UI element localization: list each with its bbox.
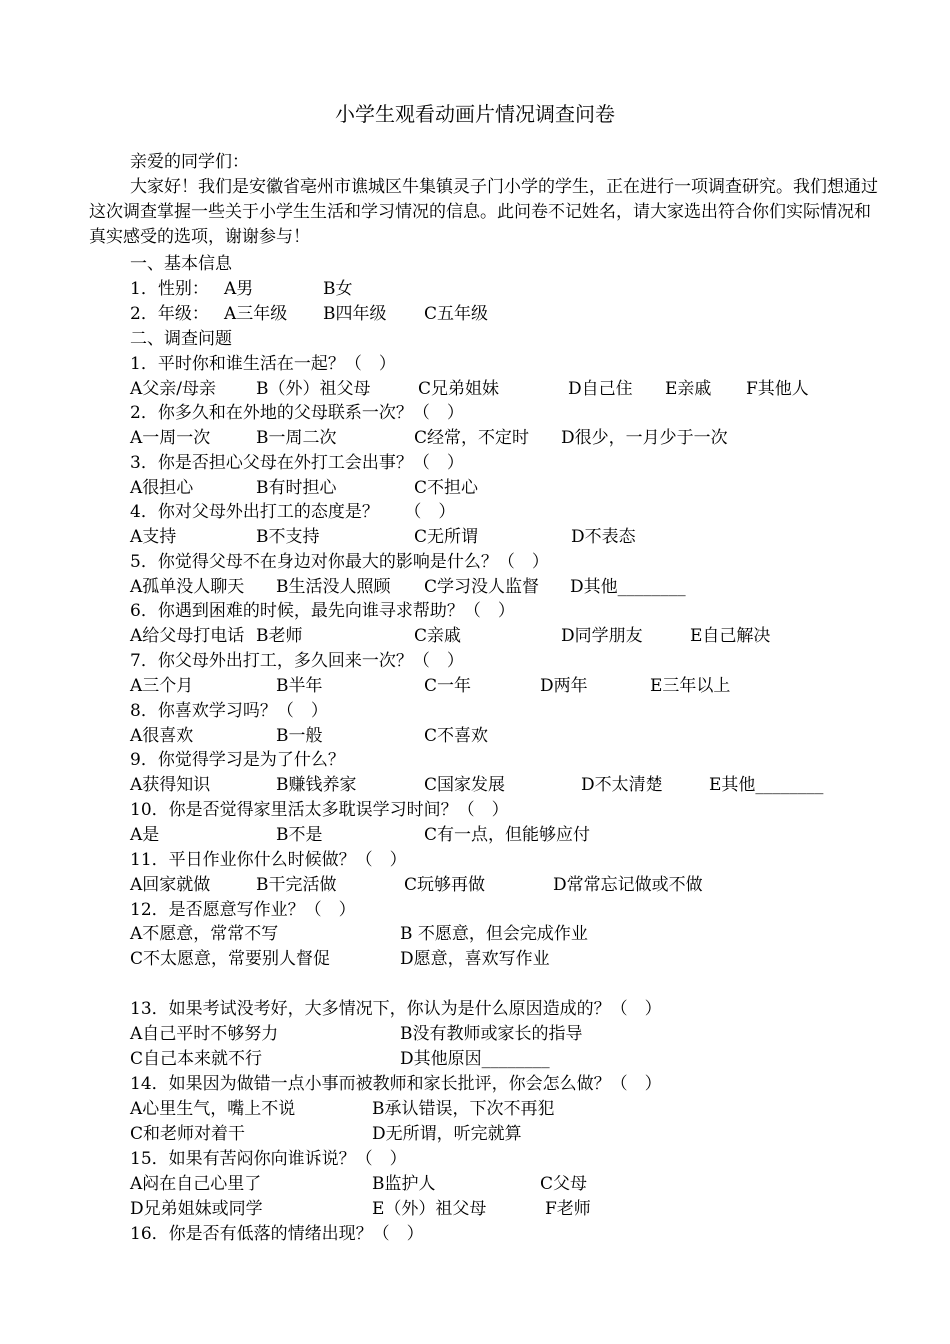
option-row bbox=[0, 773, 950, 797]
option-item[interactable]: A闷在自己心里了 bbox=[130, 1174, 262, 1194]
option-item[interactable]: B干完活做 bbox=[256, 875, 337, 895]
option-item[interactable]: B监护人 bbox=[372, 1174, 436, 1194]
page-title: 小学生观看动画片情况调查问卷 bbox=[335, 102, 615, 126]
option-item[interactable]: B赚钱养家 bbox=[276, 775, 357, 795]
option-item[interactable]: A父亲/母亲 bbox=[130, 379, 217, 399]
option-item[interactable]: A心里生气，嘴上不说 bbox=[130, 1099, 296, 1119]
option-item[interactable]: D其他原因________ bbox=[400, 1049, 550, 1069]
option-item[interactable]: B没有教师或家长的指导 bbox=[400, 1024, 583, 1044]
option-item[interactable]: B不是 bbox=[276, 825, 323, 845]
option-item[interactable]: A自己平时不够努力 bbox=[130, 1024, 279, 1044]
option-row bbox=[0, 674, 950, 698]
option-item[interactable]: D无所谓，听完就算 bbox=[372, 1124, 522, 1144]
option-row bbox=[0, 525, 950, 549]
option-row bbox=[0, 1022, 950, 1046]
option-item[interactable]: B老师 bbox=[256, 626, 303, 646]
option-row bbox=[0, 426, 950, 450]
option-item[interactable]: A很担心 bbox=[130, 478, 194, 498]
option-item[interactable]: D很少，一月少于一次 bbox=[561, 428, 728, 448]
option-item[interactable]: B有时担心 bbox=[256, 478, 337, 498]
option-item[interactable]: B（外）祖父母 bbox=[256, 379, 371, 399]
option-item[interactable]: E亲戚 bbox=[665, 379, 712, 399]
option-item[interactable]: B半年 bbox=[276, 676, 323, 696]
option-item[interactable]: C自己本来就不行 bbox=[130, 1049, 263, 1069]
basic-question: 2．年级： bbox=[130, 304, 209, 324]
question-text: 5．你觉得父母不在身边对你最大的影响是什么？（ ） bbox=[130, 552, 549, 572]
option-row bbox=[0, 624, 950, 648]
option-item[interactable]: C无所谓 bbox=[414, 527, 479, 547]
option-item[interactable]: A回家就做 bbox=[130, 875, 211, 895]
option-row bbox=[0, 823, 950, 847]
option-item[interactable]: D愿意，喜欢写作业 bbox=[400, 949, 550, 969]
option-item[interactable]: A不愿意，常常不写 bbox=[130, 924, 279, 944]
option-item[interactable]: C亲戚 bbox=[414, 626, 462, 646]
question-text: 9．你觉得学习是为了什么？ bbox=[130, 750, 345, 770]
option-item[interactable]: D常常忘记做或不做 bbox=[553, 875, 703, 895]
option-item[interactable]: E其他________ bbox=[709, 775, 824, 795]
question-text: 14．如果因为做错一点小事而被教师和家长批评，你会怎么做？（ ） bbox=[130, 1074, 662, 1094]
greeting: 亲爱的同学们： bbox=[130, 152, 249, 172]
question-text: 10．你是否觉得家里活太多耽误学习时间？（ ） bbox=[130, 800, 509, 820]
option-item[interactable]: B女 bbox=[323, 279, 353, 299]
question-text: 13．如果考试没考好，大多情况下，你认为是什么原因造成的？（ ） bbox=[130, 999, 662, 1019]
question-text: 12．是否愿意写作业？（ ） bbox=[130, 900, 356, 920]
option-item[interactable]: D自己住 bbox=[568, 379, 633, 399]
intro-block bbox=[89, 150, 879, 250]
option-row bbox=[0, 377, 950, 401]
option-item[interactable]: F老师 bbox=[545, 1199, 591, 1219]
question-text: 6．你遇到困难的时候，最先向谁寻求帮助？（ ） bbox=[130, 601, 515, 621]
option-item[interactable]: B承认错误，下次不再犯 bbox=[372, 1099, 555, 1119]
question-text: 16．你是否有低落的情绪出现？（ ） bbox=[130, 1224, 424, 1244]
option-item[interactable]: B 不愿意，但会完成作业 bbox=[400, 924, 588, 944]
option-row bbox=[0, 1197, 950, 1221]
question-text: 4．你对父母外出打工的态度是？ （ ） bbox=[130, 502, 456, 522]
option-item[interactable]: A男 bbox=[224, 279, 254, 299]
option-item[interactable]: C五年级 bbox=[424, 304, 489, 324]
option-item[interactable]: B四年级 bbox=[323, 304, 387, 324]
option-item[interactable]: C和老师对着干 bbox=[130, 1124, 246, 1144]
option-row bbox=[0, 724, 950, 748]
question-text: 3．你是否担心父母在外打工会出事？（ ） bbox=[130, 453, 464, 473]
option-item[interactable]: C兄弟姐妹 bbox=[418, 379, 500, 399]
intro-paragraph: 大家好！我们是安徽省亳州市谯城区牛集镇灵子门小学的学生，正在进行一项调查研究。我们想通过这次调查掌握一些关于小学生生活和学习情况的信息。此问卷不记姓名，请大家选出符合你们实际情况和真实感受的选项，谢谢参与！ bbox=[89, 177, 878, 247]
option-item[interactable]: C不喜欢 bbox=[424, 726, 489, 746]
option-item[interactable]: C玩够再做 bbox=[404, 875, 486, 895]
option-item[interactable]: C一年 bbox=[424, 676, 472, 696]
option-item[interactable]: D兄弟姐妹或同学 bbox=[130, 1199, 263, 1219]
option-item[interactable]: A三年级 bbox=[224, 304, 288, 324]
option-item[interactable]: B生活没人照顾 bbox=[276, 577, 391, 597]
option-item[interactable]: A给父母打电话 bbox=[130, 626, 245, 646]
option-item[interactable]: C经常，不定时 bbox=[414, 428, 530, 448]
question-text: 15．如果有苦闷你向谁诉说？（ ） bbox=[130, 1149, 407, 1169]
option-item[interactable]: D同学朋友 bbox=[561, 626, 643, 646]
option-item[interactable]: E自己解决 bbox=[690, 626, 771, 646]
question-text: 11．平日作业你什么时候做？（ ） bbox=[130, 850, 407, 870]
option-item[interactable]: E三年以上 bbox=[650, 676, 731, 696]
option-item[interactable]: B一般 bbox=[276, 726, 323, 746]
option-row bbox=[0, 1097, 950, 1121]
basic-question: 1．性别： bbox=[130, 279, 209, 299]
option-item[interactable]: D其他________ bbox=[570, 577, 686, 597]
option-item[interactable]: C国家发展 bbox=[424, 775, 506, 795]
option-item[interactable]: B一周二次 bbox=[256, 428, 337, 448]
option-row bbox=[0, 476, 950, 500]
option-item[interactable]: A三个月 bbox=[130, 676, 194, 696]
option-item[interactable]: F其他人 bbox=[746, 379, 809, 399]
option-row bbox=[0, 922, 950, 946]
option-row bbox=[0, 1047, 950, 1071]
option-item[interactable]: C父母 bbox=[540, 1174, 588, 1194]
question-text: 1．平时你和谁生活在一起？（ ） bbox=[130, 354, 396, 374]
option-item[interactable]: D两年 bbox=[540, 676, 588, 696]
option-item[interactable]: C不太愿意，常要别人督促 bbox=[130, 949, 331, 969]
option-item[interactable]: E（外）祖父母 bbox=[372, 1199, 487, 1219]
option-item[interactable]: D不表态 bbox=[571, 527, 636, 547]
option-item[interactable]: D不太清楚 bbox=[581, 775, 663, 795]
question-text: 2．你多久和在外地的父母联系一次？（ ） bbox=[130, 403, 464, 423]
option-row bbox=[0, 277, 950, 301]
question-text: 7．你父母外出打工，多久回来一次？（ ） bbox=[130, 651, 464, 671]
option-item[interactable]: C有一点，但能够应付 bbox=[424, 825, 591, 845]
option-row bbox=[0, 947, 950, 971]
section-heading-questions: 二、调查问题 bbox=[130, 329, 232, 349]
option-row bbox=[0, 873, 950, 897]
option-row bbox=[0, 1122, 950, 1146]
option-item[interactable]: C不担心 bbox=[414, 478, 479, 498]
option-item[interactable]: B不支持 bbox=[256, 527, 320, 547]
option-item[interactable]: C学习没人监督 bbox=[424, 577, 540, 597]
option-item[interactable]: A是 bbox=[130, 825, 160, 845]
option-row bbox=[0, 575, 950, 599]
option-item[interactable]: A很喜欢 bbox=[130, 726, 194, 746]
option-row bbox=[0, 1172, 950, 1196]
option-item[interactable]: A获得知识 bbox=[130, 775, 211, 795]
option-item[interactable]: A一周一次 bbox=[130, 428, 211, 448]
question-text: 8．你喜欢学习吗？（ ） bbox=[130, 701, 328, 721]
option-row bbox=[0, 302, 950, 326]
section-heading-basic: 一、基本信息 bbox=[130, 254, 232, 274]
option-item[interactable]: A支持 bbox=[130, 527, 177, 547]
option-item[interactable]: A孤单没人聊天 bbox=[130, 577, 245, 597]
